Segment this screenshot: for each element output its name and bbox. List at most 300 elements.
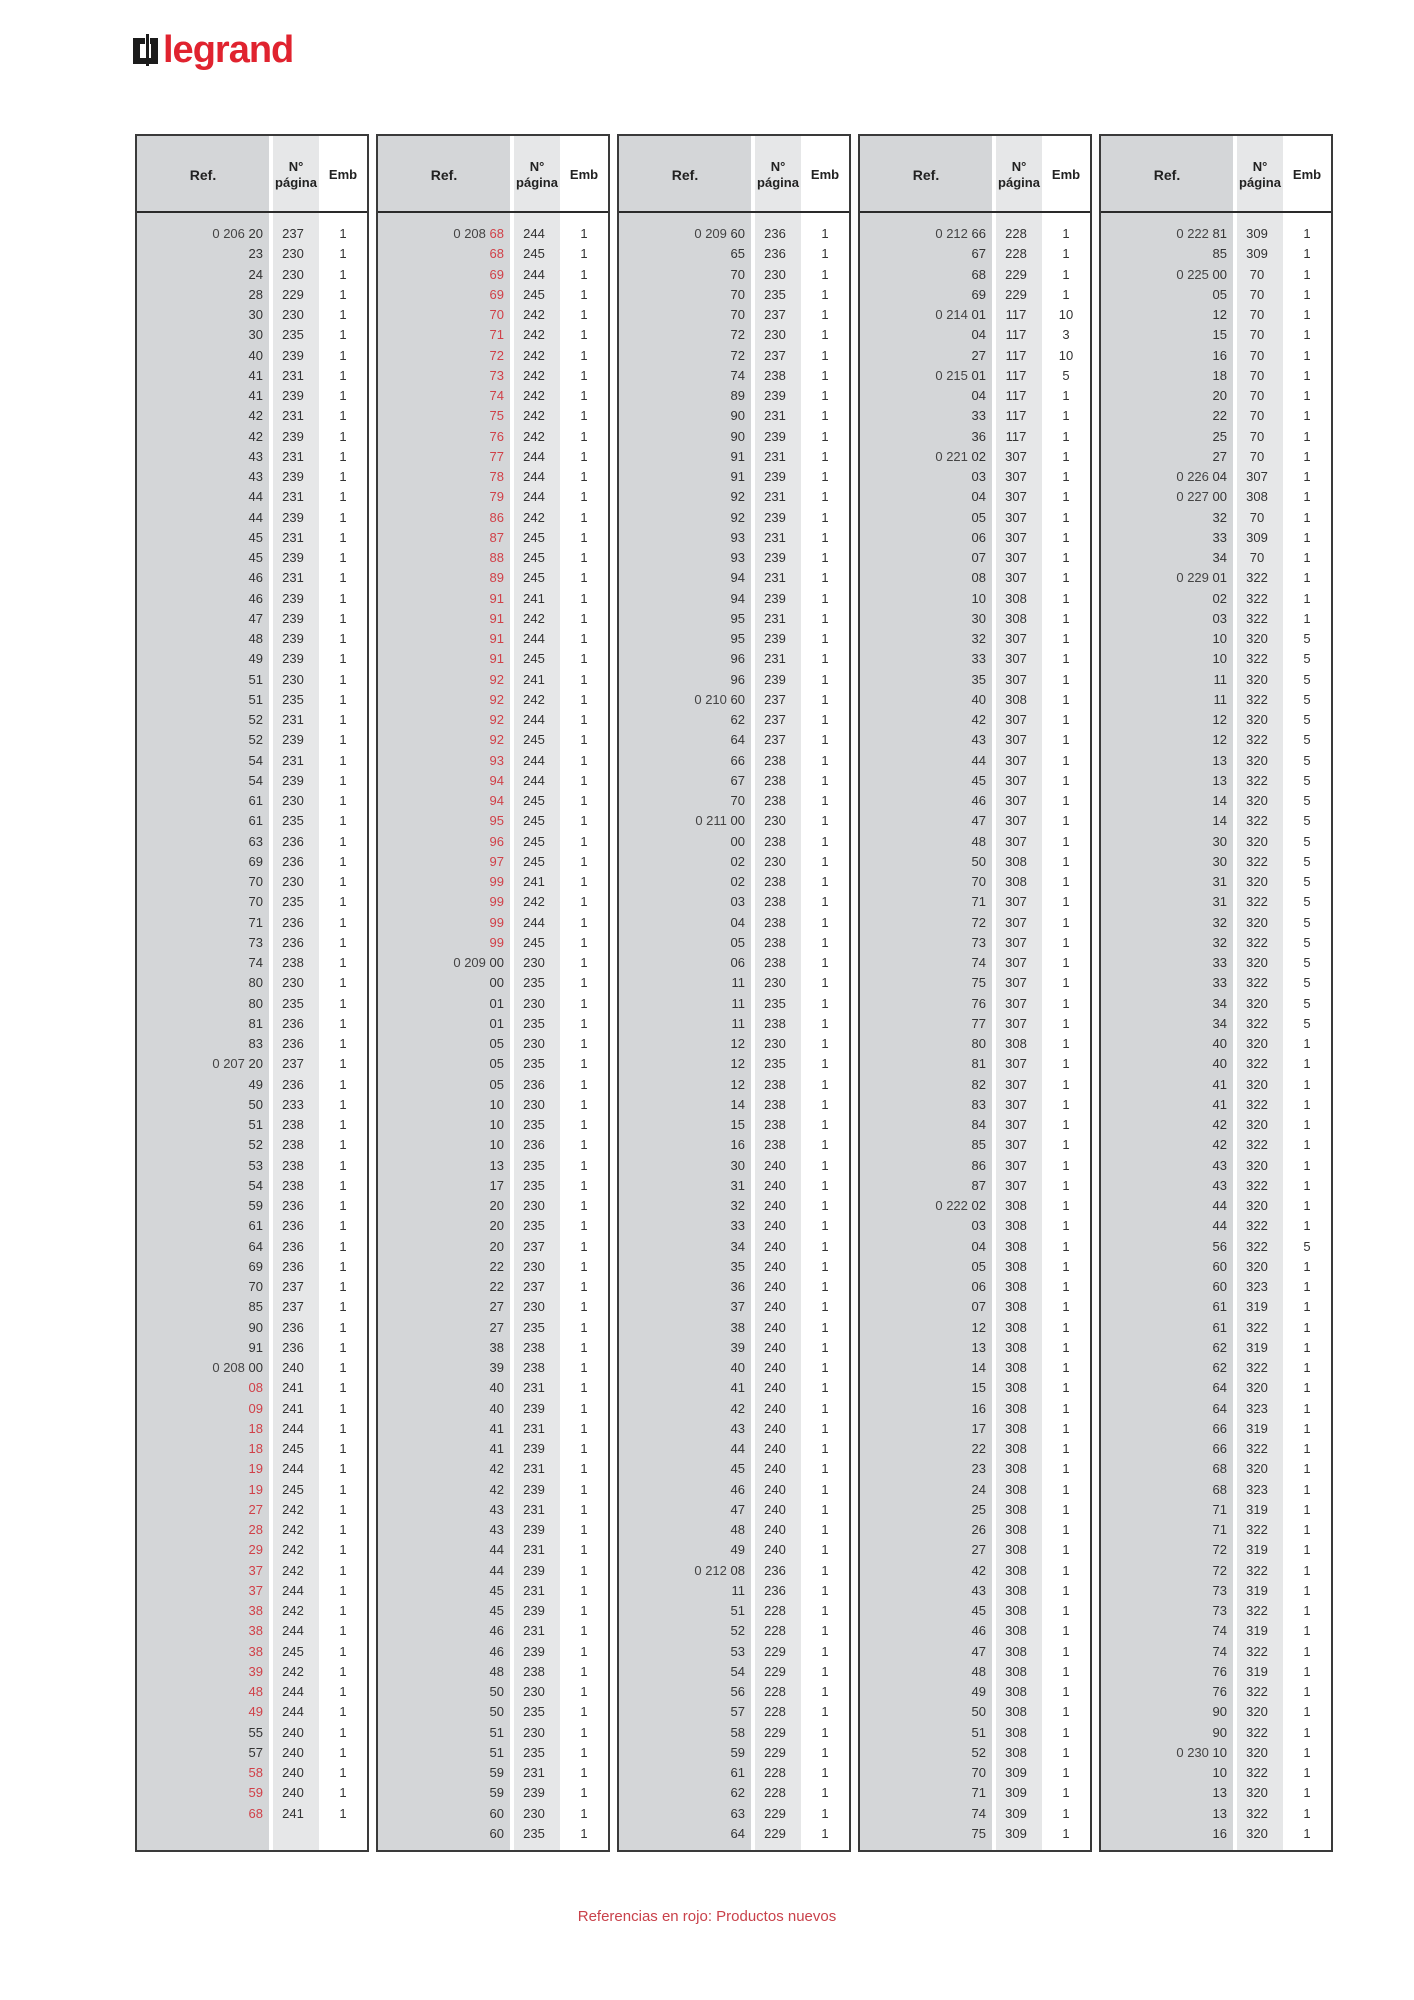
emb-cell: 1 (1062, 1562, 1070, 1578)
ref-suffix: 72 (489, 347, 504, 363)
page-number-cell: 308 (1005, 1238, 1027, 1254)
emb-cell: 1 (821, 874, 829, 889)
page-number-cell: 230 (764, 813, 786, 829)
page-number-cell: 228 (764, 1684, 786, 1699)
table-row (860, 346, 1090, 366)
page-number-cell: 231 (764, 448, 786, 464)
page-number-cell: 70 (1249, 408, 1265, 424)
emb-cell: 1 (339, 1177, 347, 1193)
ref-suffix: 40 (1212, 1036, 1227, 1051)
ref-cell (137, 508, 263, 528)
ref-cell (1101, 1014, 1227, 1034)
page-number-cell: 308 (1005, 1744, 1027, 1760)
ref-suffix: 44 (1212, 1198, 1227, 1213)
ref-suffix: 30 (971, 610, 986, 626)
ref-cell (619, 548, 745, 568)
ref-cell (1101, 1338, 1227, 1358)
table-row (860, 305, 1090, 325)
table-row (860, 1723, 1090, 1743)
page-number-cell: 241 (523, 671, 545, 687)
emb-cell: 1 (1303, 1380, 1311, 1396)
page-number-cell: 70 (1249, 509, 1265, 525)
ref-suffix: 10 (489, 1096, 504, 1112)
table-row (860, 265, 1090, 285)
emb-cell: 1 (580, 1785, 588, 1801)
page-number-cell: 308 (1005, 1562, 1027, 1578)
emb-cell: 1 (580, 327, 588, 343)
emb-cell: 1 (339, 955, 347, 970)
table-row (619, 1642, 849, 1662)
page-number-cell: 242 (523, 327, 545, 343)
table-row (1101, 730, 1331, 750)
page-number-cell: 235 (523, 1157, 545, 1173)
emb-cell: 1 (821, 1522, 829, 1537)
emb-cell: 1 (580, 671, 588, 687)
emb-cell: 1 (1062, 1238, 1070, 1254)
table-row (1101, 1075, 1331, 1095)
emb-cell: 1 (1303, 1339, 1311, 1355)
table-row (860, 1642, 1090, 1662)
page-number-cell: 245 (523, 793, 545, 808)
page-number-cell: 322 (1246, 691, 1268, 707)
page-number-cell: 322 (1246, 1319, 1268, 1335)
page-number-cell: 308 (1005, 1339, 1027, 1355)
emb-cell: 1 (821, 610, 829, 626)
ref-suffix: 50 (489, 1704, 504, 1720)
page-number-cell: 231 (764, 570, 786, 586)
page-number-cell: 238 (282, 1157, 304, 1173)
emb-cell: 1 (821, 1319, 829, 1335)
ref-cell (378, 1358, 504, 1378)
ref-cell (137, 1075, 263, 1095)
table-row (1101, 609, 1331, 629)
table-row (619, 1480, 849, 1500)
page-number-cell: 231 (282, 752, 304, 768)
emb-cell: 1 (580, 408, 588, 424)
ref-suffix: 16 (1212, 347, 1227, 363)
ref-suffix: 00 (1212, 266, 1227, 282)
ref-suffix: 15 (1212, 327, 1227, 343)
emb-cell: 1 (580, 1279, 588, 1294)
emb-cell: 1 (580, 1400, 588, 1416)
ref-cell (860, 1095, 986, 1115)
ref-suffix: 99 (489, 914, 504, 930)
ref-cell (137, 1783, 263, 1803)
ref-cell (378, 811, 504, 831)
ref-cell (378, 447, 504, 467)
ref-cell (619, 1439, 745, 1459)
ref-suffix: 79 (489, 489, 504, 505)
ref-cell (378, 1804, 504, 1824)
table-row (1101, 1783, 1331, 1803)
ref-cell (137, 771, 263, 791)
table-row (378, 1439, 608, 1459)
table-row (860, 1561, 1090, 1581)
table-row (619, 649, 849, 669)
emb-cell: 1 (1062, 1177, 1070, 1193)
ref-suffix: 46 (730, 1481, 745, 1497)
page-number-cell: 242 (523, 691, 545, 707)
page-number-cell: 230 (282, 671, 304, 687)
table-row (1101, 852, 1331, 872)
table-row (1101, 1662, 1331, 1682)
table-row (1101, 1723, 1331, 1743)
page-number-cell: 322 (1246, 1015, 1268, 1031)
ref-suffix: 37 (730, 1299, 745, 1315)
ref-cell (137, 710, 263, 730)
emb-cell: 1 (821, 793, 829, 808)
table-row (1101, 710, 1331, 730)
ref-suffix: 13 (971, 1339, 986, 1355)
page-number-cell: 320 (1246, 1076, 1268, 1092)
emb-cell: 1 (339, 1623, 347, 1639)
ref-cell (619, 892, 745, 912)
ref-cell (378, 244, 504, 264)
ref-suffix: 80 (971, 1036, 986, 1051)
ref-suffix: 95 (489, 813, 504, 829)
ref-suffix: 03 (730, 894, 745, 910)
table-row (378, 994, 608, 1014)
ref-suffix: 75 (489, 408, 504, 424)
page-number-cell: 244 (523, 914, 545, 930)
page-number-cell: 230 (523, 1198, 545, 1213)
emb-cell: 1 (1062, 1582, 1070, 1598)
emb-cell: 1 (821, 1238, 829, 1254)
emb-cell: 1 (1303, 1056, 1311, 1072)
page-number-cell: 241 (523, 874, 545, 889)
ref-suffix: 52 (971, 1744, 986, 1760)
table-row (378, 751, 608, 771)
ref-cell (860, 629, 986, 649)
ref-cell (860, 994, 986, 1014)
ref-suffix: 20 (489, 1198, 504, 1213)
emb-cell: 1 (339, 428, 347, 444)
emb-cell: 1 (339, 1603, 347, 1618)
emb-cell: 1 (339, 1198, 347, 1213)
reference-index-tables (135, 134, 1335, 1852)
emb-cell: 1 (1062, 1198, 1070, 1213)
emb-cell: 1 (1303, 226, 1311, 241)
page-number-cell: 117 (1005, 347, 1027, 363)
ref-suffix: 07 (971, 1299, 986, 1315)
table-row (860, 589, 1090, 609)
ref-suffix: 68 (248, 1805, 263, 1821)
ref-cell (619, 690, 745, 710)
table-row (137, 1257, 367, 1277)
ref-cell (619, 447, 745, 467)
ref-suffix: 51 (248, 1117, 263, 1132)
emb-cell: 1 (1062, 1744, 1070, 1760)
ref-suffix: 87 (971, 1177, 986, 1193)
ref-suffix: 19 (248, 1481, 263, 1497)
ref-suffix: 64 (1212, 1380, 1227, 1396)
ref-cell (619, 1216, 745, 1236)
ref-suffix: 10 (1212, 1765, 1227, 1780)
page-number-cell: 244 (282, 1461, 304, 1477)
ref-cell (860, 852, 986, 872)
ref-cell (860, 1297, 986, 1317)
ref-suffix: 74 (971, 1805, 986, 1821)
page-number-cell: 320 (1246, 914, 1268, 930)
page-number-cell: 240 (764, 1299, 786, 1315)
emb-cell: 10 (1058, 347, 1074, 363)
ref-suffix: 46 (971, 793, 986, 808)
table-row (619, 1237, 849, 1257)
page-number-cell: 239 (523, 1785, 545, 1801)
emb-cell: 1 (1303, 1258, 1311, 1274)
page-number-cell: 320 (1246, 1198, 1268, 1213)
table-row (619, 1054, 849, 1074)
table-row (378, 1540, 608, 1560)
ref-cell (1101, 1318, 1227, 1338)
ref-suffix: 71 (1212, 1501, 1227, 1517)
table-row (860, 1176, 1090, 1196)
table-row (860, 1034, 1090, 1054)
table-row (378, 427, 608, 447)
ref-cell (137, 1439, 263, 1459)
ref-cell (1101, 325, 1227, 345)
page-number-cell: 244 (523, 266, 545, 282)
emb-cell: 1 (339, 266, 347, 282)
ref-cell (378, 1378, 504, 1398)
emb-cell: 1 (821, 914, 829, 930)
ref-cell (137, 1601, 263, 1621)
table-row (137, 1702, 367, 1722)
emb-cell: 1 (580, 1380, 588, 1396)
ref-suffix: 32 (730, 1198, 745, 1213)
ref-cell (378, 751, 504, 771)
ref-suffix: 52 (248, 732, 263, 748)
table-row (1101, 690, 1331, 710)
ref-cell (860, 386, 986, 406)
ref-cell (378, 872, 504, 892)
ref-suffix: 00 (489, 955, 504, 970)
emb-cell: 1 (1303, 1177, 1311, 1193)
table-row (619, 1439, 849, 1459)
table-row (378, 305, 608, 325)
ref-suffix: 10 (489, 1137, 504, 1153)
table-row (619, 832, 849, 852)
page-number-cell: 242 (282, 1542, 304, 1558)
ref-cell (1101, 1581, 1227, 1601)
table-row (378, 325, 608, 345)
table-row (860, 1540, 1090, 1560)
table-row (137, 285, 367, 305)
ref-suffix: 40 (971, 691, 986, 707)
ref-cell (619, 1581, 745, 1601)
page-number-cell: 238 (282, 955, 304, 970)
header-page-line1: N° (1252, 158, 1268, 174)
ref-prefix: 0 210 (694, 691, 727, 707)
ref-suffix: 10 (1212, 631, 1227, 646)
table-row (860, 730, 1090, 750)
ref-suffix: 89 (489, 570, 504, 586)
ref-cell (378, 285, 504, 305)
header-page-line2: página (516, 174, 558, 190)
table-row (1101, 346, 1331, 366)
page-number-cell: 238 (764, 1137, 786, 1153)
emb-cell: 1 (580, 1562, 588, 1578)
emb-cell: 1 (1062, 995, 1070, 1011)
page-number-cell: 239 (523, 1522, 545, 1537)
table-row (137, 1338, 367, 1358)
ref-suffix: 62 (730, 1785, 745, 1801)
table-row (378, 1723, 608, 1743)
table-row (137, 710, 367, 730)
page-number-cell: 245 (523, 529, 545, 545)
ref-cell (619, 508, 745, 528)
ref-cell (137, 325, 263, 345)
page-number-cell: 322 (1246, 651, 1268, 667)
table-row (619, 1500, 849, 1520)
ref-suffix: 49 (248, 1704, 263, 1720)
ref-prefix: 0 222 (1176, 226, 1209, 241)
table-row (1101, 913, 1331, 933)
ref-suffix: 90 (248, 1319, 263, 1335)
page-number-cell: 237 (282, 226, 304, 241)
emb-cell: 1 (580, 1542, 588, 1558)
emb-cell: 1 (339, 226, 347, 241)
ref-suffix: 38 (248, 1643, 263, 1659)
ref-suffix: 11 (731, 995, 745, 1011)
page-number-cell: 309 (1005, 1805, 1027, 1821)
ref-cell (860, 1075, 986, 1095)
table-row (860, 1459, 1090, 1479)
table-row (1101, 1601, 1331, 1621)
page-number-cell: 308 (1005, 1623, 1027, 1639)
page-number-cell: 322 (1246, 1096, 1268, 1112)
ref-suffix: 38 (730, 1319, 745, 1335)
emb-cell: 1 (580, 1015, 588, 1031)
emb-cell: 1 (821, 1501, 829, 1517)
ref-cell (1101, 1702, 1227, 1722)
page-number-cell: 117 (1005, 428, 1027, 444)
emb-cell: 1 (339, 1522, 347, 1537)
ref-prefix: 0 226 (1176, 469, 1209, 484)
ref-suffix: 95 (730, 610, 745, 626)
emb-cell: 1 (339, 651, 347, 667)
ref-cell (860, 1439, 986, 1459)
page-number-cell: 308 (1005, 1704, 1027, 1720)
ref-cell (619, 528, 745, 548)
ref-cell (860, 325, 986, 345)
page-number-cell: 242 (282, 1522, 304, 1537)
ref-suffix: 05 (489, 1036, 504, 1051)
ref-suffix: 68 (489, 226, 504, 241)
ref-cell (619, 1378, 745, 1398)
page-number-cell: 230 (282, 266, 304, 282)
ref-suffix: 93 (730, 550, 745, 565)
emb-cell: 1 (580, 1117, 588, 1132)
emb-cell: 1 (821, 894, 829, 910)
page-number-cell: 320 (1246, 1258, 1268, 1274)
page-number-cell: 322 (1246, 610, 1268, 626)
ref-cell (860, 1702, 986, 1722)
emb-cell: 1 (1303, 489, 1311, 505)
table-body (860, 224, 1090, 1844)
ref-cell (619, 244, 745, 264)
table-row (619, 528, 849, 548)
ref-suffix: 01 (971, 307, 986, 322)
table-row (619, 629, 849, 649)
ref-cell (137, 346, 263, 366)
ref-suffix: 40 (248, 347, 263, 363)
ref-suffix: 16 (1212, 1825, 1227, 1841)
table-row (860, 1054, 1090, 1074)
emb-cell: 1 (821, 1582, 829, 1598)
ref-cell (860, 467, 986, 487)
page-number-cell: 231 (764, 651, 786, 667)
table-row (1101, 386, 1331, 406)
page-number-cell: 239 (282, 469, 304, 484)
page-number-cell: 239 (282, 651, 304, 667)
ref-cell (1101, 1540, 1227, 1560)
page-number-cell: 228 (1005, 246, 1027, 262)
ref-suffix: 41 (730, 1380, 745, 1396)
ref-suffix: 02 (1212, 590, 1227, 606)
ref-cell (860, 730, 986, 750)
ref-suffix: 82 (971, 1076, 986, 1092)
page-number-cell: 238 (764, 955, 786, 970)
reference-table-2 (376, 134, 610, 1852)
ref-suffix: 04 (971, 489, 986, 505)
emb-cell: 1 (1062, 1036, 1070, 1051)
ref-suffix: 05 (971, 1258, 986, 1274)
ref-suffix: 93 (730, 529, 745, 545)
emb-cell: 1 (1062, 509, 1070, 525)
ref-suffix: 74 (971, 955, 986, 970)
emb-cell: 1 (821, 631, 829, 646)
page-number-cell: 239 (523, 1643, 545, 1659)
ref-suffix: 91 (489, 651, 504, 667)
page-number-cell: 320 (1246, 1117, 1268, 1132)
table-row (619, 730, 849, 750)
page-number-cell: 309 (1005, 1825, 1027, 1841)
ref-suffix: 70 (730, 793, 745, 808)
ref-cell (619, 1075, 745, 1095)
ref-cell (860, 1378, 986, 1398)
table-row (137, 386, 367, 406)
page-number-cell: 230 (523, 1724, 545, 1740)
ref-suffix: 01 (1212, 570, 1227, 586)
ref-prefix: 0 221 (935, 448, 968, 464)
page-number-cell: 230 (764, 853, 786, 869)
emb-cell: 1 (821, 1400, 829, 1416)
emb-cell: 1 (580, 752, 588, 768)
ref-suffix: 72 (730, 347, 745, 363)
ref-cell (619, 1399, 745, 1419)
page-number-cell: 230 (523, 1096, 545, 1112)
ref-suffix: 24 (248, 266, 263, 282)
ref-cell (378, 1156, 504, 1176)
emb-cell: 1 (339, 1805, 347, 1821)
emb-cell: 1 (1303, 1765, 1311, 1780)
ref-suffix: 99 (489, 894, 504, 910)
ref-cell (860, 1601, 986, 1621)
page-number-cell: 240 (764, 1279, 786, 1294)
page-number-cell: 307 (1005, 1177, 1027, 1193)
table-row (1101, 649, 1331, 669)
ref-cell (860, 1196, 986, 1216)
page-number-cell: 308 (1005, 1501, 1027, 1517)
ref-suffix: 13 (1212, 752, 1227, 768)
table-row (860, 832, 1090, 852)
ref-cell (137, 427, 263, 447)
table-row (137, 1804, 367, 1824)
emb-cell: 1 (339, 1218, 347, 1234)
table-row (137, 467, 367, 487)
ref-suffix: 44 (248, 509, 263, 525)
